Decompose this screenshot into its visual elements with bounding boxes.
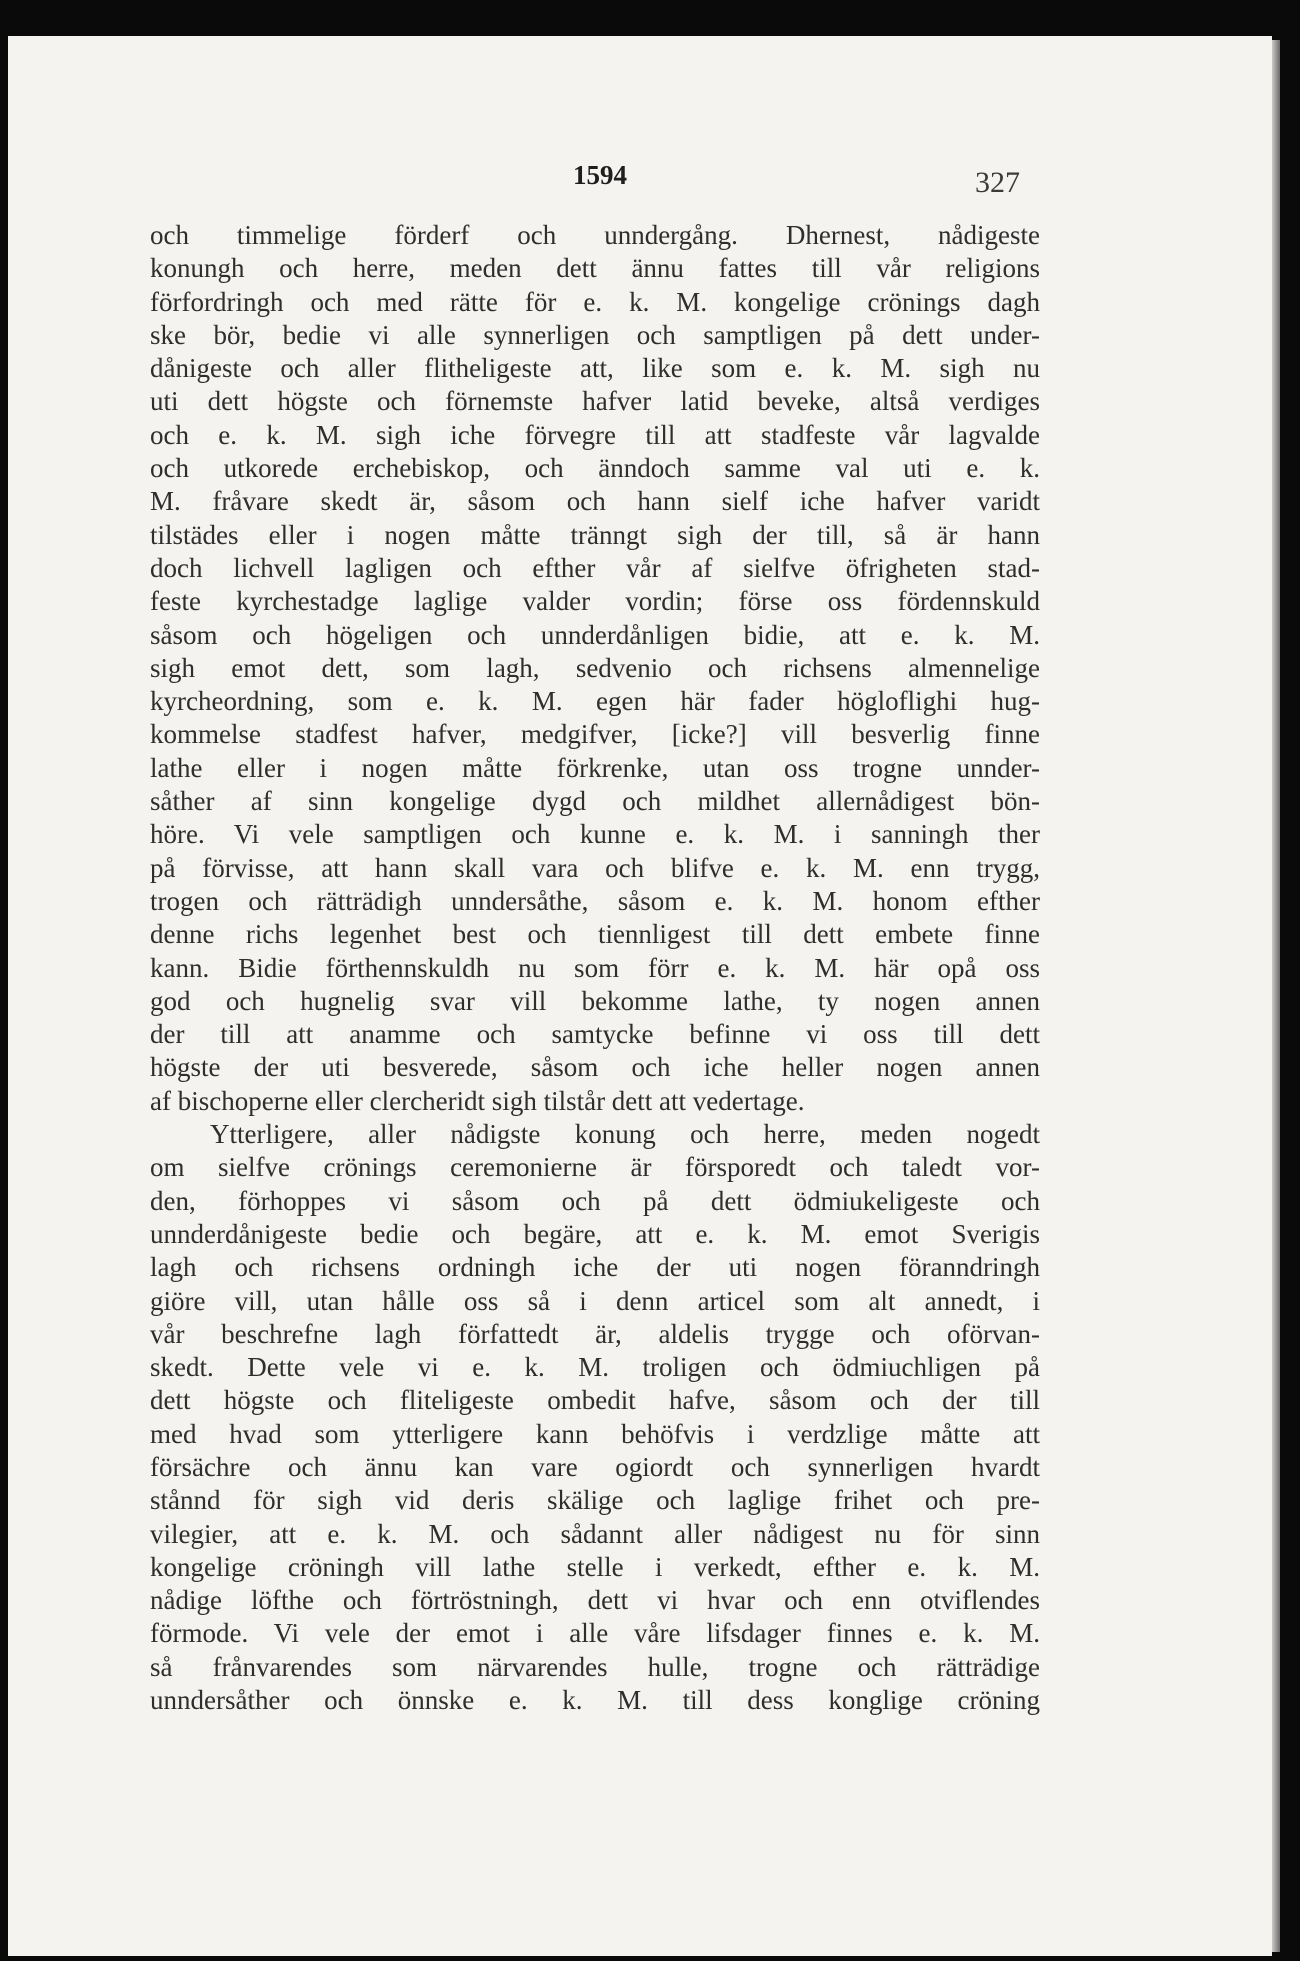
text-line: giöre vill, utan hålle oss så i denn articel som alt annedt, i xyxy=(150,1285,1040,1316)
text-line: högste der uti besverede, såsom och iche heller nogen annen xyxy=(150,1052,1040,1083)
text-line: god och hugnelig svar vill bekomme lathe, ty nogen annen xyxy=(150,985,1040,1016)
text-line: uti dett högste och förnemste hafver latid beveke, altså verdiges xyxy=(150,386,1040,417)
text-line: sigh emot dett, som lagh, sedvenio och richsens almennelige xyxy=(150,652,1040,683)
text-line: doch lichvell lagligen och efther vår af sielfve öfrigheten stad- xyxy=(150,552,1040,583)
text-line: på förvisse, att hann skall vara och blifve e. k. M. enn trygg, xyxy=(150,852,1040,883)
text-line: skedt. Dette vele vi e. k. M. troligen och ödmiuchligen på xyxy=(150,1352,1040,1383)
text-line: vilegier, att e. k. M. och sådannt aller nådigest nu för sinn xyxy=(150,1518,1040,1549)
text-line: der till att anamme och samtycke befinne vi oss till dett xyxy=(150,1019,1040,1050)
text-line: unndersåther och önnske e. k. M. till dess konglige cröning xyxy=(150,1685,1040,1716)
text-line: den, förhoppes vi såsom och på dett ödmiukeligeste och xyxy=(150,1185,1040,1216)
text-line: nådige löfthe och förtröstningh, dett vi hvar och enn otviflendes xyxy=(150,1585,1040,1616)
text-line: unnderdånigeste bedie och begäre, att e. k. M. emot Sverigis xyxy=(150,1218,1040,1249)
text-line: konungh och herre, meden dett ännu fattes till vår religions xyxy=(150,253,1040,284)
text-line: och utkorede erchebiskop, och änndoch samme val uti e. k. xyxy=(150,453,1040,484)
text-line: förfordringh och med rätte för e. k. M. kongelige crönings dagh xyxy=(150,286,1040,317)
text-line: förmode. Vi vele der emot i alle våre lifsdager finnes e. k. M. xyxy=(150,1618,1040,1649)
text-line: vår beschrefne lagh författedt är, aldelis trygge och oförvan- xyxy=(150,1318,1040,1349)
text-line: höre. Vi vele samptligen och kunne e. k. M. i sanningh ther xyxy=(150,819,1040,850)
text-line: kyrcheordning, som e. k. M. egen här fader högloflighi hug- xyxy=(150,686,1040,717)
text-line: kongelige cröningh vill lathe stelle i verkedt, efther e. k. M. xyxy=(150,1551,1040,1582)
text-line: så frånvarendes som närvarendes hulle, trogne och rätträdige xyxy=(150,1651,1040,1682)
text-line: trogen och rätträdigh unndersåthe, såsom e. k. M. honom efther xyxy=(150,885,1040,916)
text-line: denne richs legenhet best och tiennligest till dett embete finne xyxy=(150,919,1040,950)
text-line: ske bör, bedie vi alle synnerligen och samptligen på dett under- xyxy=(150,319,1040,350)
text-line: M. fråvare skedt är, såsom och hann sielf iche hafver varidt xyxy=(150,486,1040,517)
text-line: försächre och ännu kan vare ogiordt och synnerligen hvardt xyxy=(150,1451,1040,1482)
text-line: feste kyrchestadge laglige valder vordin; förse oss fördennskuld xyxy=(150,586,1040,617)
text-line: såsom och högeligen och unnderdånligen bidie, att e. k. M. xyxy=(150,619,1040,650)
text-line: dånigeste och aller flitheligeste att, like som e. k. M. sigh nu xyxy=(150,353,1040,384)
text-line: såther af sinn kongelige dygd och mildhet allernådigest bön- xyxy=(150,786,1040,817)
text-line: lathe eller i nogen måtte förkrenke, utan oss trogne unnder- xyxy=(150,752,1040,783)
text-line: dett högste och fliteligeste ombedit hafve, såsom och der till xyxy=(150,1385,1040,1416)
body-text xyxy=(150,219,1040,1717)
text-line: och timmelige förderf och unndergång. Dhernest, nådigeste xyxy=(150,220,1040,250)
page-number: 327 xyxy=(975,166,1020,199)
text-line: kann. Bidie förthennskuldh nu som förr e. k. M. här opå oss xyxy=(150,952,1040,983)
text-line: lagh och richsens ordningh iche der uti nogen föranndringh xyxy=(150,1252,1040,1283)
text-line: kommelse stadfest hafver, medgifver, [icke?] vill besverlig finne xyxy=(150,719,1040,750)
text-line: med hvad som ytterligere kann behöfvis i verdzlige måtte att xyxy=(150,1418,1040,1449)
text-line: och e. k. M. sigh iche förvegre till att stadfeste vår lagvalde xyxy=(150,419,1040,450)
text-line: Ytterligere, aller nådigste konung och herre, meden nogedt xyxy=(210,1119,1040,1150)
text-line: om sielfve crönings ceremonierne är försporedt och taledt vor- xyxy=(150,1152,1040,1183)
page-edge xyxy=(1272,40,1280,1952)
text-line: stånnd för sigh vid deris skälige och laglige frihet och pre- xyxy=(150,1485,1040,1516)
text-line: af bischoperne eller clercheridt sigh tilstår dett att vedertage. xyxy=(150,1085,805,1116)
text-line: tilstädes eller i nogen måtte tränngt sigh der till, så är hann xyxy=(150,519,1040,550)
running-head-year: 1594 xyxy=(573,160,627,190)
